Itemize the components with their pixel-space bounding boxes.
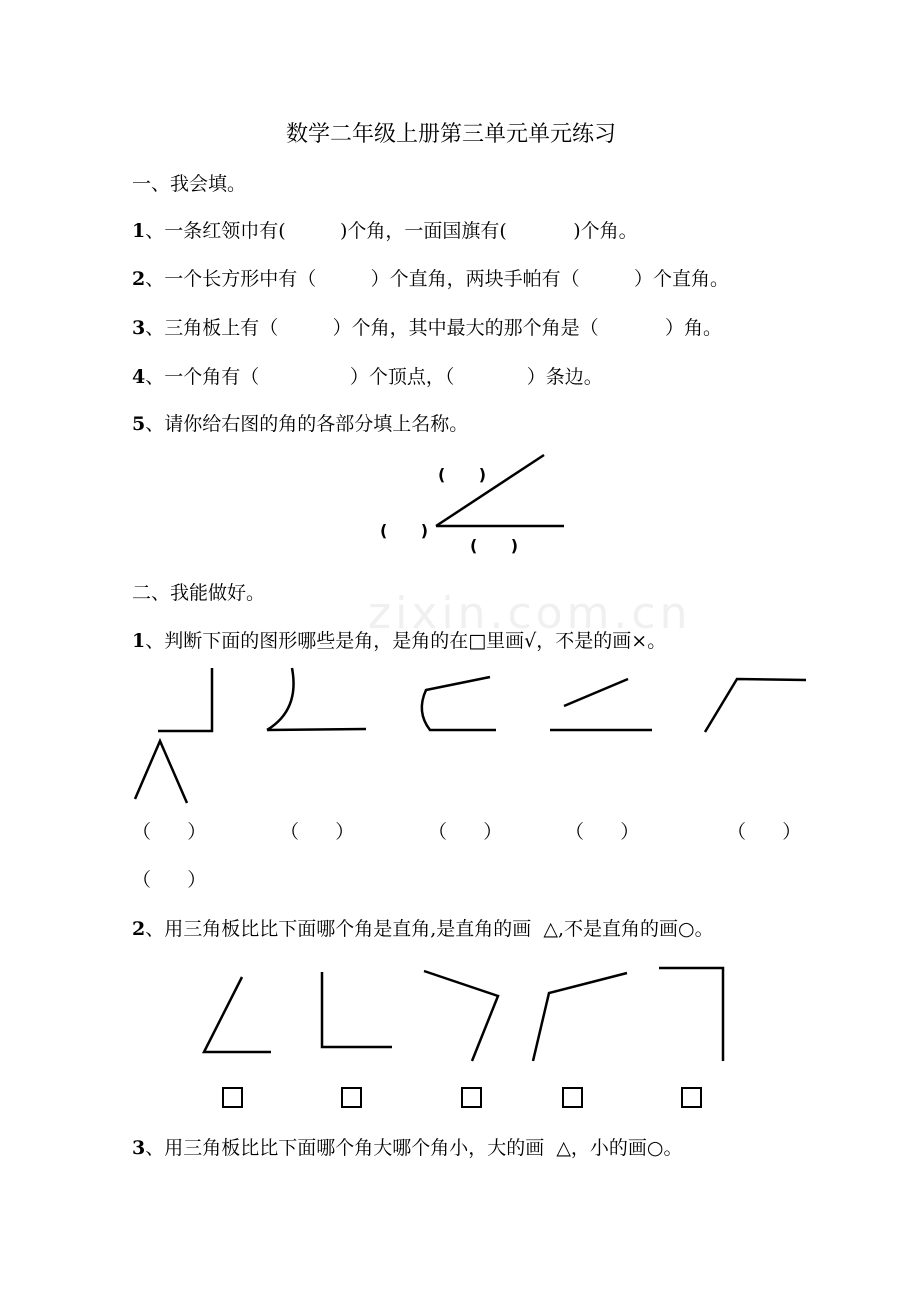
question-text: 、一个角有（ ）个顶点，（ ）条边。 [145, 366, 603, 388]
q2-figure-1 [204, 977, 271, 1052]
question-text: 、请你给右图的角的各部分填上名称。 [145, 413, 469, 435]
watermark: zixin.com.cn [368, 588, 692, 639]
question-number: 4 [132, 366, 146, 388]
question-text: 、判断下面的图形哪些是角，是角的在□里画√，不是的画×。 [145, 630, 667, 652]
answer-blank-4[interactable]: （ ） [565, 821, 640, 843]
q2-figure-4 [533, 973, 627, 1061]
figure-1-right-angle [158, 668, 212, 731]
answer-box-4[interactable] [562, 1087, 583, 1108]
s2-question-1 [132, 629, 666, 653]
question-number: 1 [132, 220, 146, 242]
answer-box-1[interactable] [222, 1087, 243, 1108]
vertex-label-blank: ( ) [380, 521, 429, 540]
side-label-blank-lower: ( ) [470, 536, 519, 555]
answer-box-3[interactable] [461, 1087, 482, 1108]
s2-question-3 [132, 1136, 683, 1160]
answer-box-2[interactable] [341, 1087, 362, 1108]
page-title: 数学二年级上册第三单元单元练习 [286, 122, 617, 147]
figure-3-curved-vertex [422, 677, 496, 730]
answer-box-5[interactable] [681, 1087, 702, 1108]
question-number: 1 [132, 630, 146, 652]
q2-figure-2 [322, 972, 392, 1047]
right-angle-figures [204, 968, 723, 1061]
judge-figures [135, 668, 806, 803]
figure-5-obtuse-angle [705, 679, 806, 732]
answer-blank-2[interactable]: （ ） [280, 821, 355, 843]
question-text: 、用三角板比比下面哪个角是直角,是直角的画 △,不是直角的画○。 [145, 918, 714, 940]
question-number: 5 [132, 413, 146, 435]
answer-blank-1[interactable]: （ ） [132, 821, 207, 843]
s2-question-2 [132, 917, 714, 941]
section2-heading: 二、我能做好。 [132, 582, 266, 604]
question-number: 2 [132, 268, 146, 290]
q2-figure-3 [424, 971, 498, 1061]
section1-heading: 一、我会填。 [132, 173, 247, 195]
answer-blank-6[interactable]: （ ） [132, 869, 207, 891]
question-text: 、用三角板比比下面哪个角大哪个角小，大的画 △，小的画○。 [145, 1137, 683, 1159]
figure-4-open-lines [550, 679, 652, 730]
question-number: 2 [132, 918, 146, 940]
question-text: 、一个长方形中有（ ）个直角，两块手帕有（ ）个直角。 [145, 268, 729, 290]
answer-blank-5[interactable]: （ ） [727, 821, 802, 843]
figure-2-curved-side [267, 668, 366, 730]
question-number: 3 [132, 317, 146, 339]
question-number: 3 [132, 1137, 146, 1159]
question-text: 、一条红领巾有( )个角，一面国旗有( )个角。 [145, 220, 638, 242]
side-label-blank-upper: ( ) [438, 465, 487, 484]
answer-blank-3[interactable]: （ ） [428, 821, 503, 843]
q2-figure-5 [659, 968, 723, 1061]
figure-6-acute-angle [135, 741, 187, 803]
question-text: 、三角板上有（ ）个角，其中最大的那个角是（ ）角。 [145, 317, 723, 339]
